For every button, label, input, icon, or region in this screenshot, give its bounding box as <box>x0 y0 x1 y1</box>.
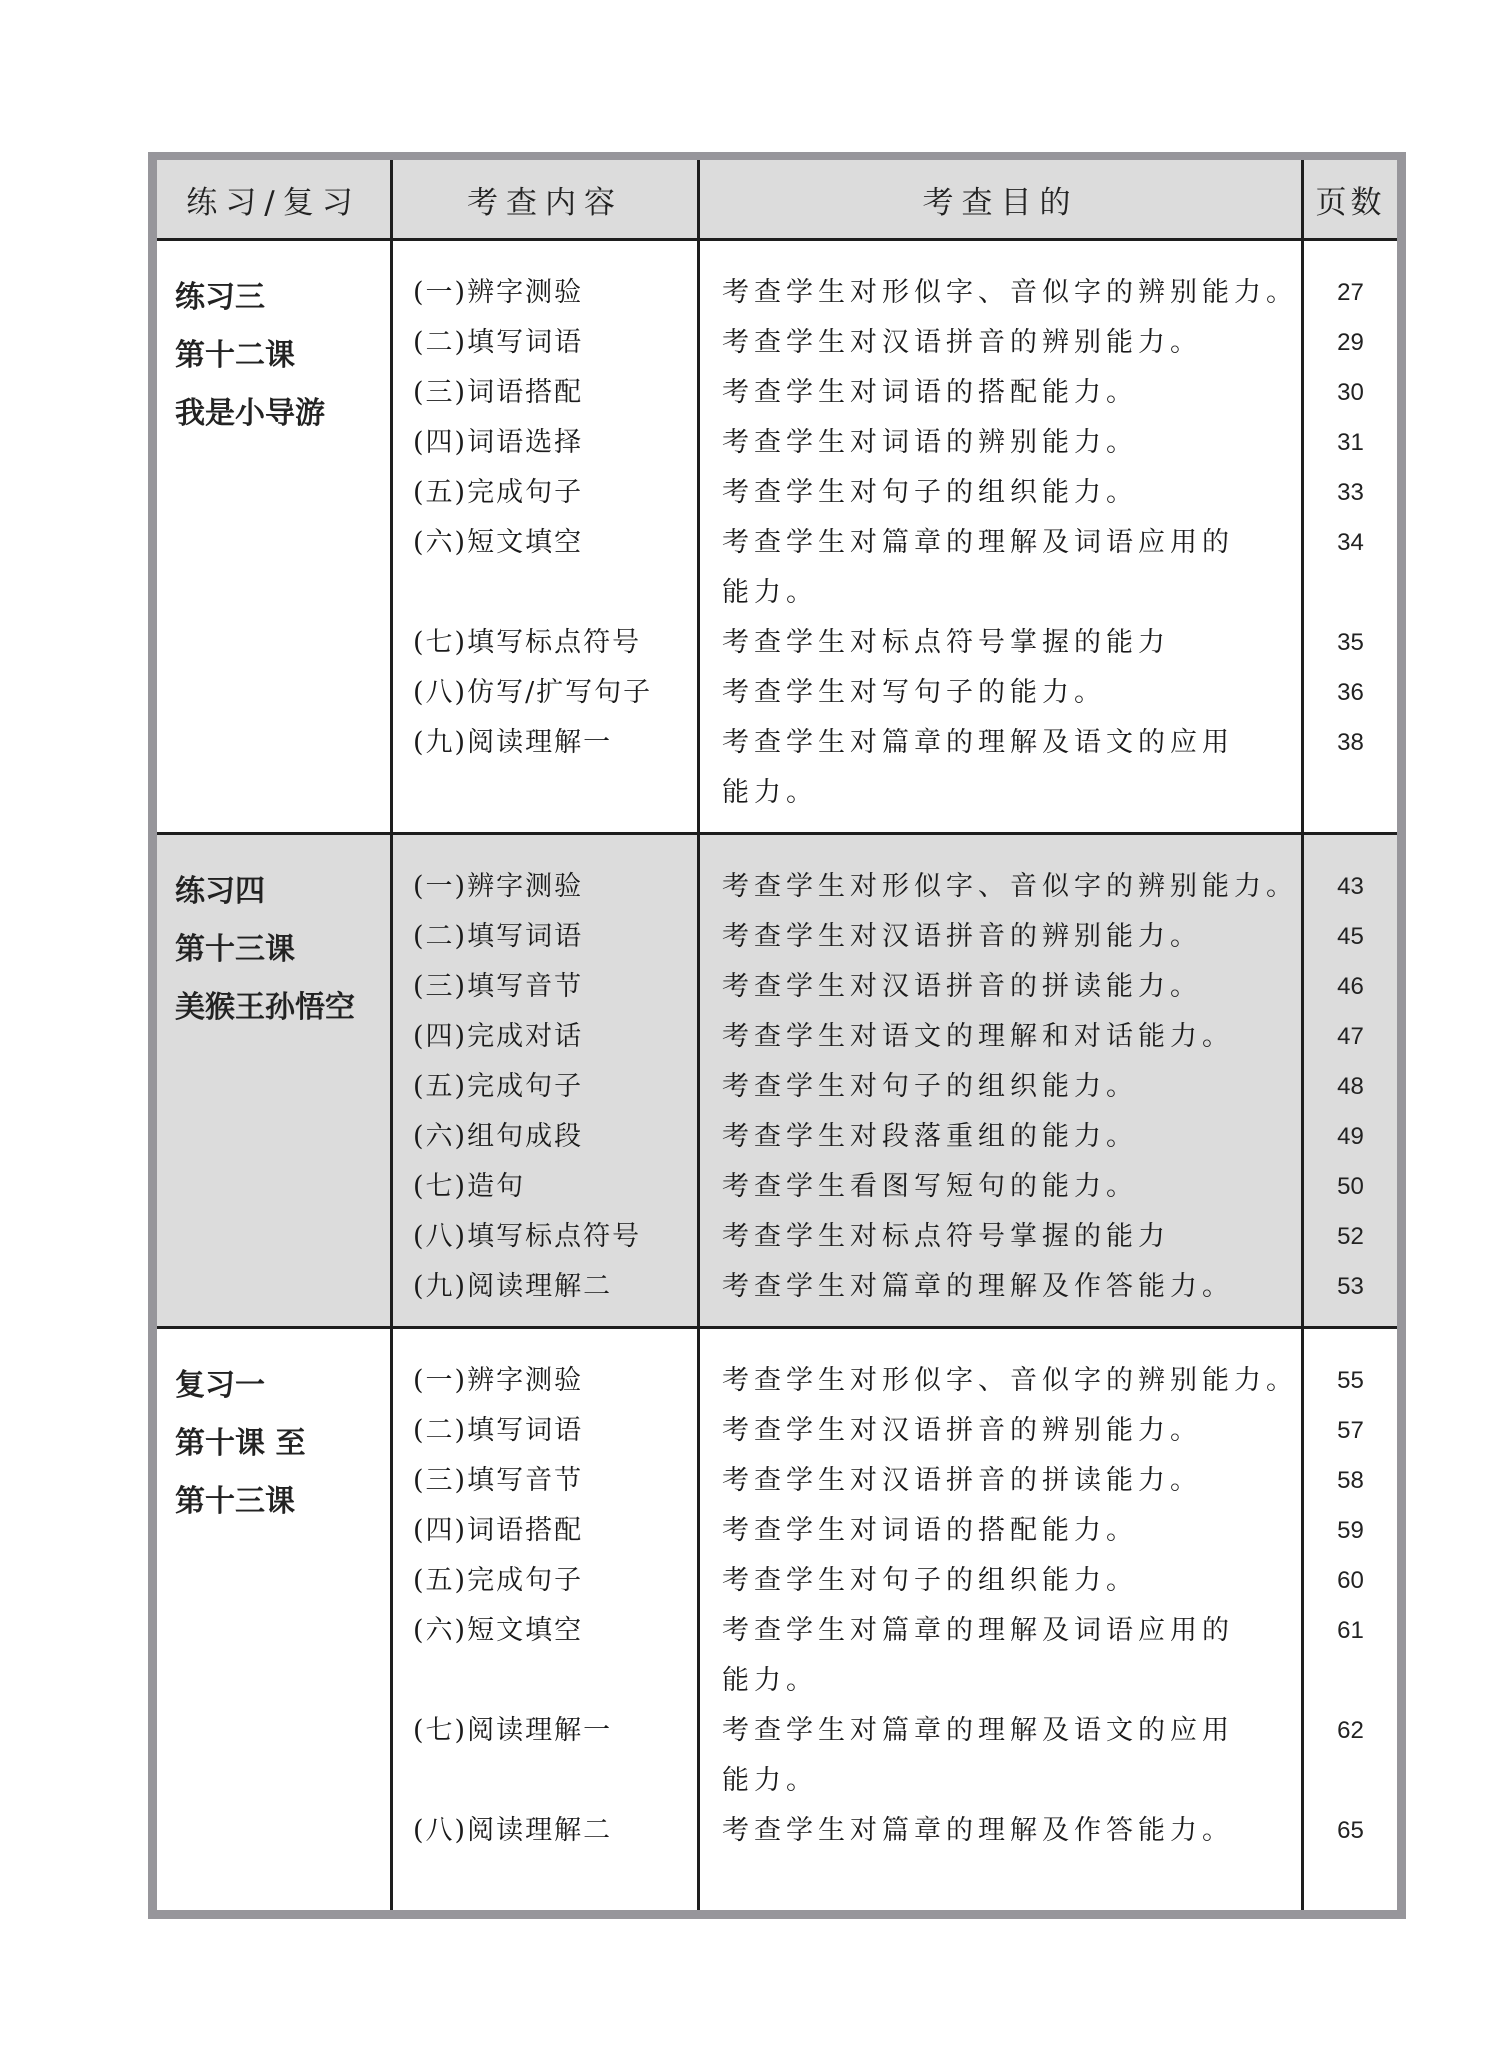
purpose-text: 考查学生对句子的组织能力。 <box>722 1565 1138 1596</box>
page-number: 31 <box>1337 429 1364 456</box>
page-number: 57 <box>1337 1417 1364 1444</box>
purpose-text: 考查学生对形似字、音似字的辨别能力。 <box>722 277 1298 308</box>
content-item: (四)词语选择 <box>413 427 584 458</box>
section-title-line: 美猴王孙悟空 <box>175 990 355 1025</box>
purpose-text: 能力。 <box>722 1665 818 1696</box>
content-item: (一)辨字测验 <box>413 871 584 902</box>
spacer <box>393 768 697 818</box>
spacer <box>1304 768 1397 818</box>
content-item: (四)词语搭配 <box>413 1515 584 1546</box>
purpose-text: 考查学生对篇章的理解及语文的应用 <box>722 727 1234 758</box>
table-section-1 <box>157 241 1397 835</box>
content-item: (五)完成句子 <box>413 1565 584 1596</box>
content-item: (五)完成句子 <box>413 1071 584 1102</box>
purpose-text: 能力。 <box>722 777 818 808</box>
purpose-text: 考查学生对篇章的理解及词语应用的 <box>722 527 1234 558</box>
page-number: 53 <box>1337 1273 1364 1300</box>
spacer <box>1304 1756 1397 1806</box>
page-number: 27 <box>1337 279 1364 306</box>
spacer <box>393 1656 697 1706</box>
page-number: 49 <box>1337 1123 1364 1150</box>
content-item: (六)短文填空 <box>413 1615 584 1646</box>
purpose-column <box>700 1329 1304 1910</box>
page-number: 50 <box>1337 1173 1364 1200</box>
page-number: 65 <box>1337 1817 1364 1844</box>
purpose-column <box>700 835 1304 1326</box>
purpose-text: 考查学生对汉语拼音的辨别能力。 <box>722 1415 1202 1446</box>
content-item: (二)填写词语 <box>413 921 584 952</box>
page-number: 36 <box>1337 679 1364 706</box>
section-title-line: 我是小导游 <box>175 396 325 431</box>
purpose-text: 考查学生对汉语拼音的辨别能力。 <box>722 921 1202 952</box>
content-item: (三)词语搭配 <box>413 377 584 408</box>
section-title-line: 第十三课 <box>175 932 295 967</box>
page-number: 29 <box>1337 329 1364 356</box>
purpose-text: 考查学生对语文的理解和对话能力。 <box>722 1021 1234 1052</box>
content-item: (一)辨字测验 <box>413 1365 584 1396</box>
purpose-text: 考查学生对标点符号掌握的能力 <box>722 627 1170 658</box>
section-title-line: 练习四 <box>175 874 265 909</box>
content-item: (一)辨字测验 <box>413 277 584 308</box>
purpose-column <box>700 241 1304 832</box>
purpose-text: 考查学生对篇章的理解及词语应用的 <box>722 1615 1234 1646</box>
page-column <box>1304 1329 1397 1910</box>
spacer <box>393 1756 697 1806</box>
header-exercise-review: 练习/复习 <box>157 160 393 238</box>
content-item: (七)造句 <box>413 1171 526 1202</box>
content-item: (六)短文填空 <box>413 527 584 558</box>
content-column <box>393 835 700 1326</box>
content-item: (七)阅读理解一 <box>413 1715 613 1746</box>
content-item: (九)阅读理解一 <box>413 727 613 758</box>
page-number: 34 <box>1337 529 1364 556</box>
header-content: 考查内容 <box>393 160 700 238</box>
section-title-line: 第十二课 <box>175 338 295 373</box>
page-number: 59 <box>1337 1517 1364 1544</box>
purpose-text: 考查学生对词语的搭配能力。 <box>722 377 1138 408</box>
page-number: 55 <box>1337 1367 1364 1394</box>
section-title-line: 第十三课 <box>175 1484 295 1519</box>
purpose-text: 考查学生对汉语拼音的拼读能力。 <box>722 971 1202 1002</box>
table-frame <box>148 152 1406 1919</box>
section-title <box>157 835 393 1326</box>
content-column <box>393 1329 700 1910</box>
content-item: (九)阅读理解二 <box>413 1271 613 1302</box>
page-number: 48 <box>1337 1073 1364 1100</box>
page-number: 61 <box>1337 1617 1364 1644</box>
page-number: 52 <box>1337 1223 1364 1250</box>
section-title-line: 练习三 <box>175 280 265 315</box>
page-number: 46 <box>1337 973 1364 1000</box>
page-column <box>1304 241 1397 832</box>
page-number: 35 <box>1337 629 1364 656</box>
section-title <box>157 1329 393 1910</box>
page-number: 47 <box>1337 1023 1364 1050</box>
content-column <box>393 241 700 832</box>
page-number: 45 <box>1337 923 1364 950</box>
content-item: (三)填写音节 <box>413 1465 584 1496</box>
purpose-text: 考查学生对句子的组织能力。 <box>722 477 1138 508</box>
content-item: (六)组句成段 <box>413 1121 584 1152</box>
content-item: (八)填写标点符号 <box>413 1221 642 1252</box>
section-title-line: 复习一 <box>175 1368 265 1403</box>
page-number: 58 <box>1337 1467 1364 1494</box>
purpose-text: 考查学生对形似字、音似字的辨别能力。 <box>722 871 1298 902</box>
content-item: (二)填写词语 <box>413 1415 584 1446</box>
purpose-text: 考查学生对标点符号掌握的能力 <box>722 1221 1170 1252</box>
purpose-text: 考查学生对汉语拼音的拼读能力。 <box>722 1465 1202 1496</box>
purpose-text: 考查学生对篇章的理解及作答能力。 <box>722 1815 1234 1846</box>
purpose-text: 能力。 <box>722 577 818 608</box>
purpose-text: 考查学生对词语的辨别能力。 <box>722 427 1138 458</box>
purpose-text: 考查学生对写句子的能力。 <box>722 677 1106 708</box>
table-section-3 <box>157 1329 1397 1910</box>
section-title-line: 第十课 至 <box>175 1426 306 1461</box>
page-number: 38 <box>1337 729 1364 756</box>
table-header <box>157 160 1397 241</box>
header-page: 页数 <box>1315 184 1386 221</box>
purpose-text: 考查学生对篇章的理解及作答能力。 <box>722 1271 1234 1302</box>
purpose-text: 考查学生对句子的组织能力。 <box>722 1071 1138 1102</box>
section-title <box>157 241 393 832</box>
purpose-text: 考查学生看图写短句的能力。 <box>722 1171 1138 1202</box>
page-number: 62 <box>1337 1717 1364 1744</box>
content-item: (四)完成对话 <box>413 1021 584 1052</box>
table-section-2 <box>157 835 1397 1329</box>
exercise-table <box>157 160 1397 1910</box>
page-number: 43 <box>1337 873 1364 900</box>
content-item: (二)填写词语 <box>413 327 584 358</box>
header-purpose: 考查目的 <box>700 160 1304 238</box>
page-number: 60 <box>1337 1567 1364 1594</box>
purpose-text: 考查学生对词语的搭配能力。 <box>722 1515 1138 1546</box>
content-item: (五)完成句子 <box>413 477 584 508</box>
spacer <box>1304 568 1397 618</box>
purpose-text: 考查学生对形似字、音似字的辨别能力。 <box>722 1365 1298 1396</box>
content-item: (八)仿写/扩写句子 <box>413 677 653 708</box>
purpose-text: 能力。 <box>722 1765 818 1796</box>
purpose-text: 考查学生对汉语拼音的辨别能力。 <box>722 327 1202 358</box>
purpose-text: 考查学生对段落重组的能力。 <box>722 1121 1138 1152</box>
purpose-text: 考查学生对篇章的理解及语文的应用 <box>722 1715 1234 1746</box>
content-item: (三)填写音节 <box>413 971 584 1002</box>
spacer <box>1304 1656 1397 1706</box>
page-column <box>1304 835 1397 1326</box>
page-number: 30 <box>1337 379 1364 406</box>
content-item: (八)阅读理解二 <box>413 1815 613 1846</box>
spacer <box>393 568 697 618</box>
content-item: (七)填写标点符号 <box>413 627 642 658</box>
page-number: 33 <box>1337 479 1364 506</box>
